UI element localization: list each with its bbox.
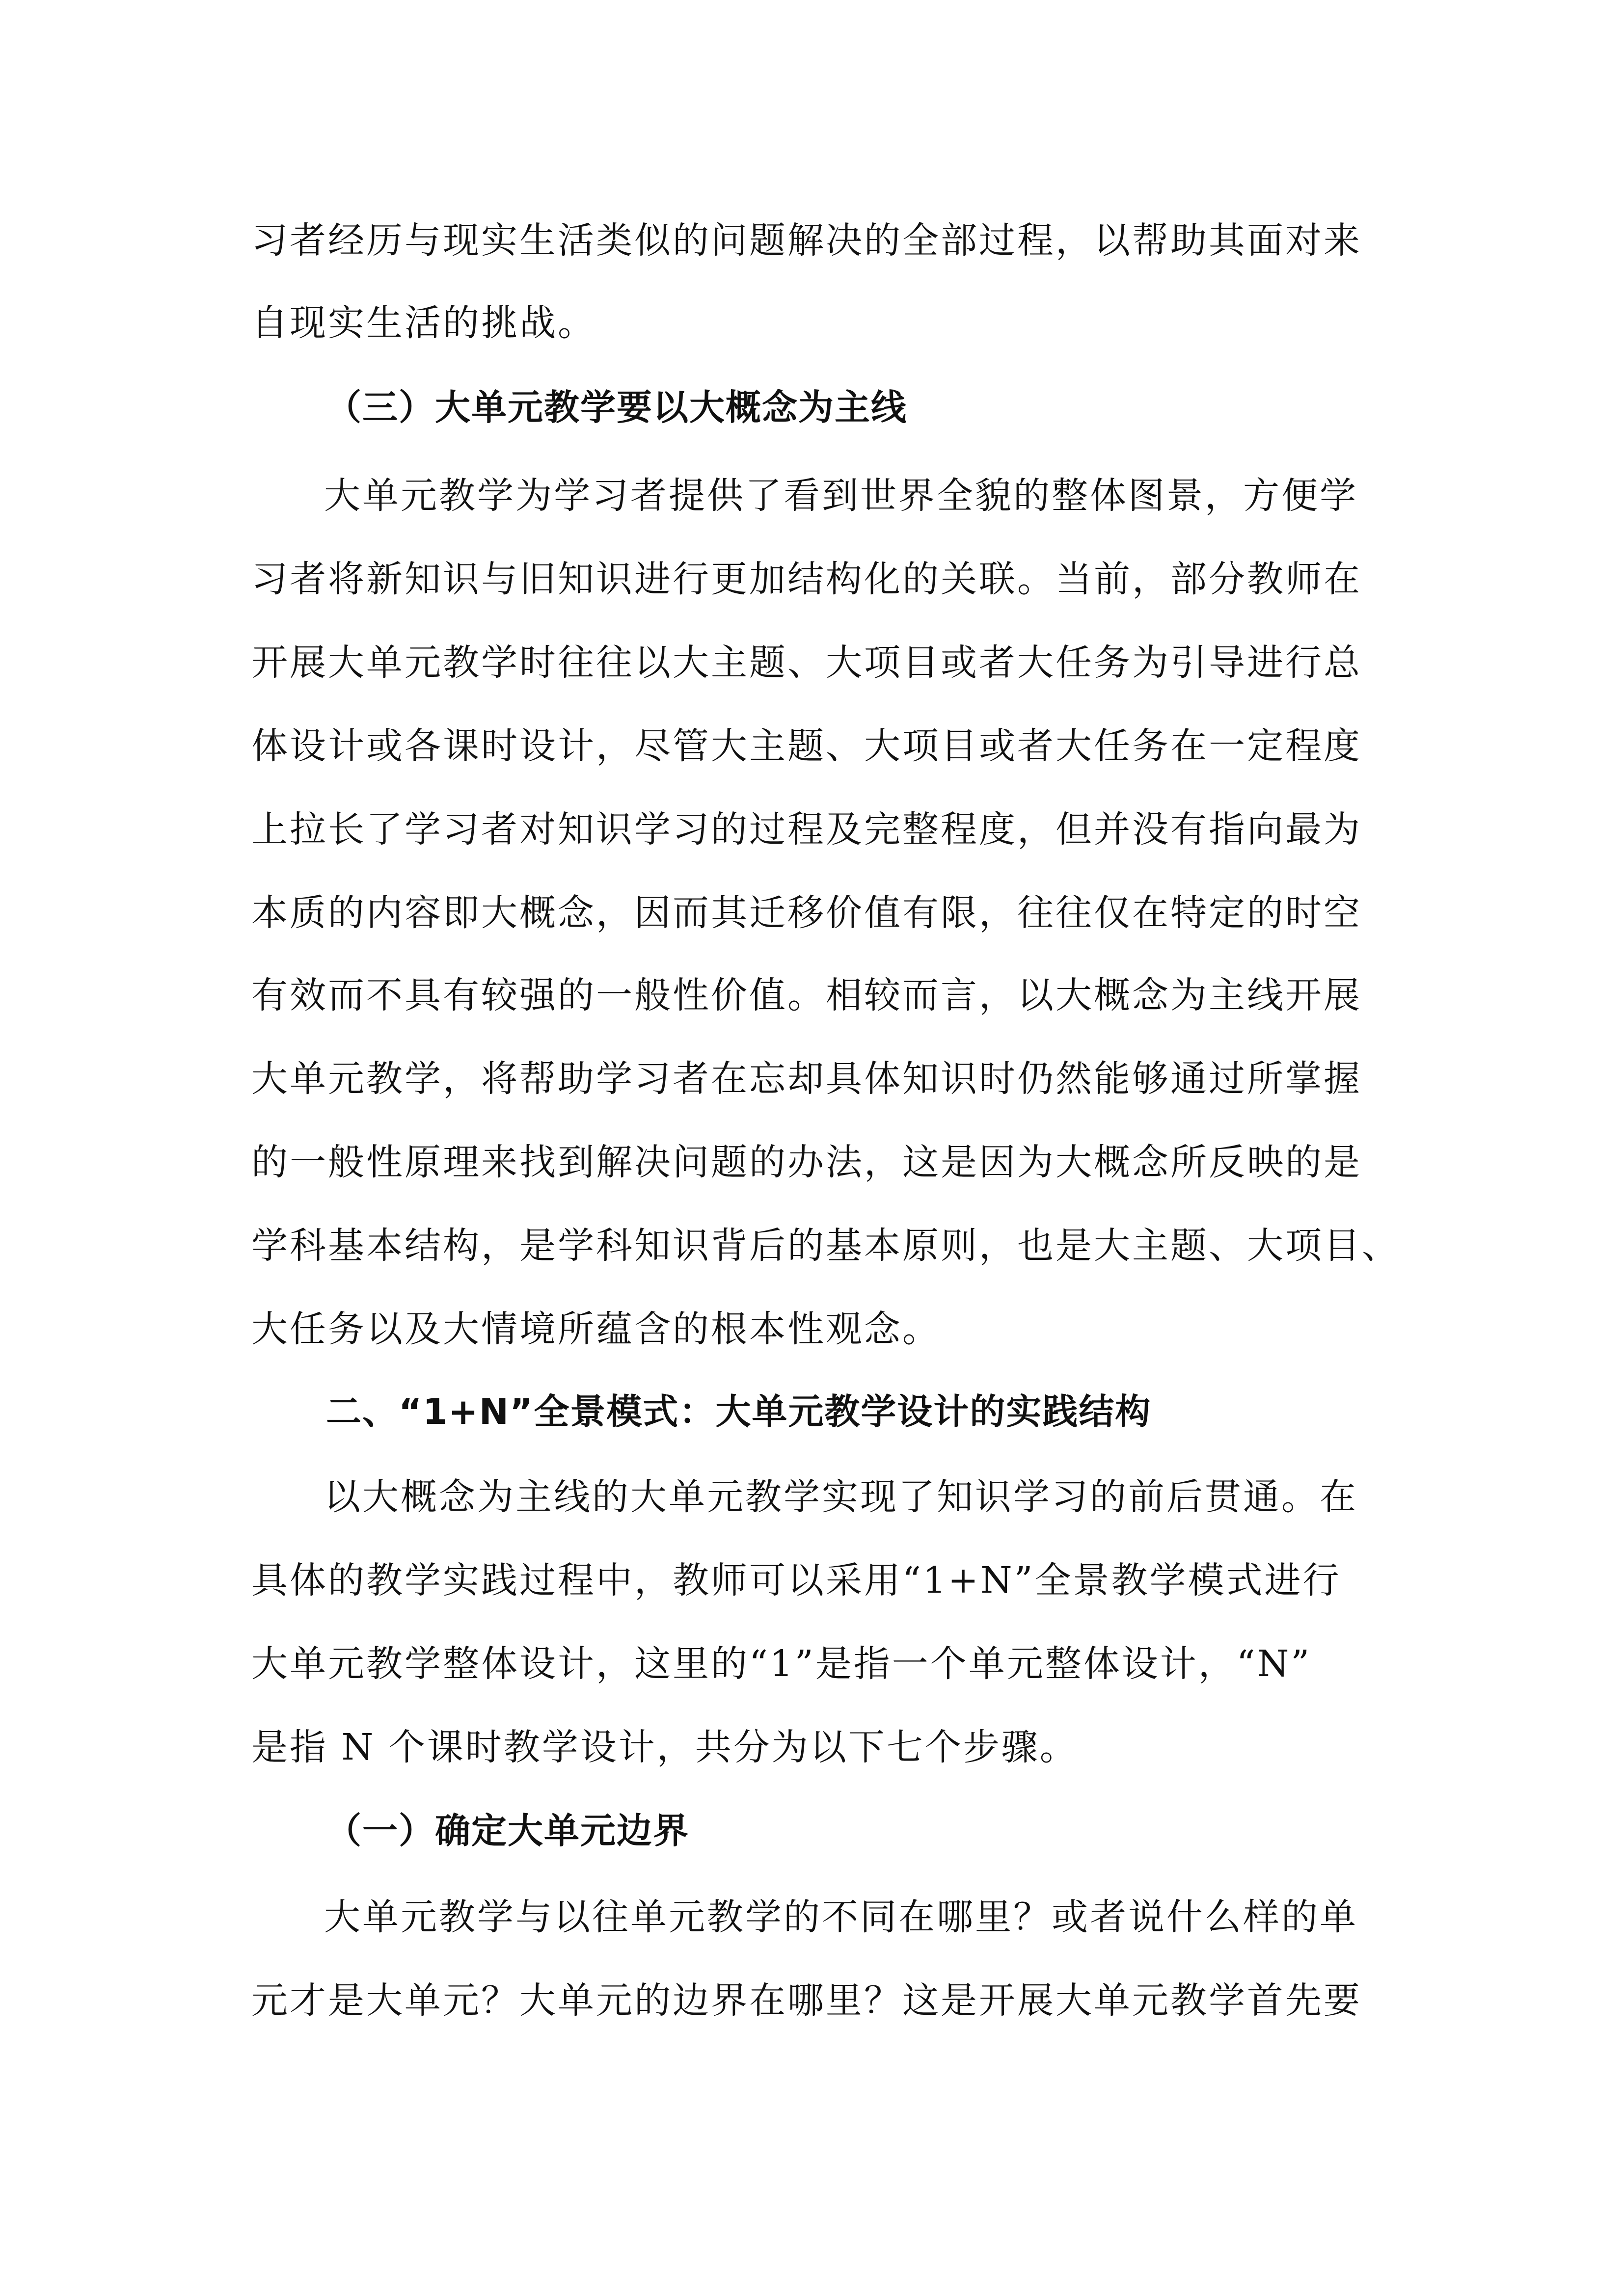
paragraph-line: 是指 N 个课时教学设计，共分为以下七个步骤。	[251, 1726, 1078, 1768]
paragraph-line: 大单元教学整体设计，这里的“1”是指一个单元整体设计，“N”	[251, 1643, 1312, 1685]
paragraph-line: 开展大单元教学时往往以大主题、大项目或者大任务为引导进行总	[251, 641, 1362, 684]
paragraph-line: 本质的内容即大概念，因而其迁移价值有限，往往仅在特定的时空	[251, 892, 1362, 934]
paragraph-line: 自现实生活的挑战。	[251, 302, 596, 344]
paragraph-line: 以大概念为主线的大单元教学实现了知识学习的前后贯通。在	[324, 1476, 1358, 1518]
paragraph-line: 习者经历与现实生活类似的问题解决的全部过程，以帮助其面对来	[251, 219, 1362, 262]
paragraph-line: 大单元教学为学习者提供了看到世界全貌的整体图景，方便学	[324, 475, 1358, 517]
paragraph-line: 大任务以及大情境所蕴含的根本性观念。	[251, 1308, 941, 1350]
section-heading: 二、“1+N”全景模式：大单元教学设计的实践结构	[326, 1391, 1152, 1432]
paragraph-line: 元才是大单元？大单元的边界在哪里？这是开展大单元教学首先要	[251, 1979, 1362, 2022]
section-heading: （一）确定大单元边界	[326, 1810, 690, 1851]
paragraph-line: 的一般性原理来找到解决问题的办法，这是因为大概念所反映的是	[251, 1141, 1362, 1183]
paragraph-line: 有效而不具有较强的一般性价值。相较而言，以大概念为主线开展	[251, 974, 1362, 1016]
paragraph-line: 体设计或各课时设计，尽管大主题、大项目或者大任务在一定程度	[251, 725, 1362, 767]
section-heading: （三）大单元教学要以大概念为主线	[326, 387, 908, 428]
paragraph-line: 具体的教学实践过程中，教师可以采用“1+N”全景教学模式进行	[251, 1559, 1341, 1602]
paragraph-line: 学科基本结构，是学科知识背后的基本原则，也是大主题、大项目、	[251, 1225, 1400, 1267]
paragraph-line: 习者将新知识与旧知识进行更加结构化的关联。当前，部分教师在	[251, 558, 1362, 600]
paragraph-line: 上拉长了学习者对知识学习的过程及完整程度，但并没有指向最为	[251, 808, 1362, 851]
paragraph-line: 大单元教学，将帮助学习者在忘却具体知识时仍然能够通过所掌握	[251, 1058, 1362, 1100]
paragraph-line: 大单元教学与以往单元教学的不同在哪里？或者说什么样的单	[324, 1896, 1358, 1938]
